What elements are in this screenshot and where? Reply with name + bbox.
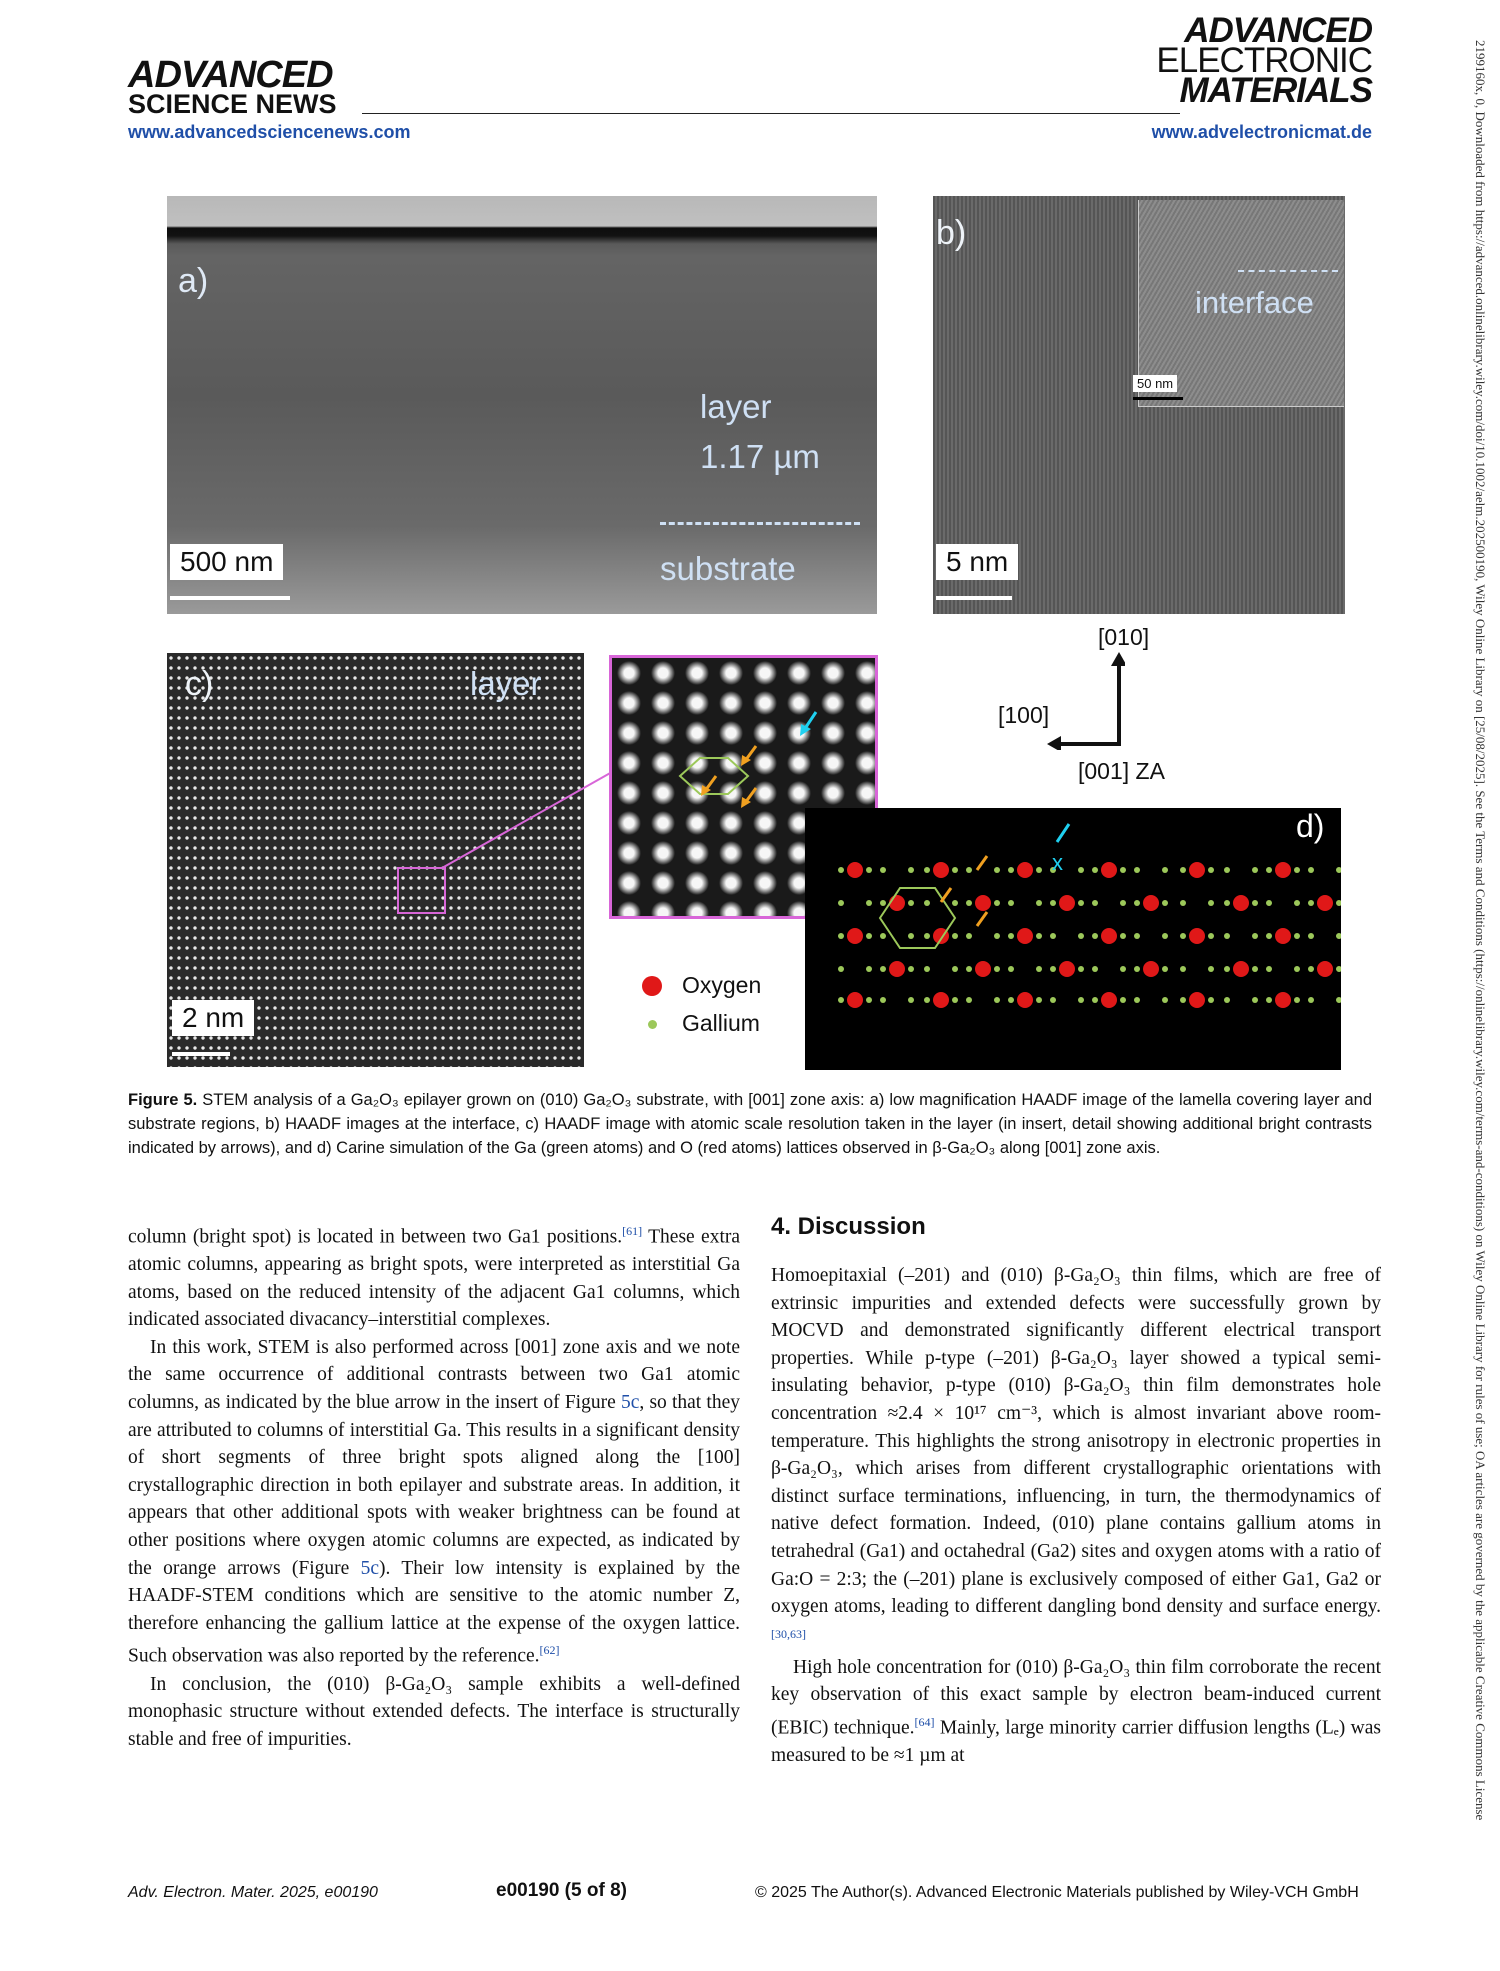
right-paragraph-1 xyxy=(771,1262,1381,1654)
footer-journal-citation: Adv. Electron. Mater. 2025, e00190 xyxy=(128,1884,378,1901)
gallium-atom xyxy=(966,966,972,972)
gallium-atom xyxy=(1252,966,1258,972)
gallium-atom xyxy=(924,997,930,1003)
gallium-atom xyxy=(924,867,930,873)
gallium-atom xyxy=(1162,867,1168,873)
gallium-atom xyxy=(1336,900,1341,906)
figure-caption-text: STEM analysis of a Ga₂O₃ epilayer grown on (010) Ga₂O₃ substrate, with [001] zone axis: a) low magnification HAADF image of the lamella covering layer and substrate regions, b) HAADF images at the interface, c) HAADF image with atomic scale resolution taken in the layer (in insert, detail showing additional bright contrasts indicated by arrows), and d) Carine simulation of the Ga (green atoms) and O (red atoms) lattices observed in β-Ga₂O₃ along [001] zone axis. xyxy=(128,1091,1373,1157)
gallium-atom xyxy=(994,933,1000,939)
gallium-atom xyxy=(1008,997,1014,1003)
gallium-atom xyxy=(1266,867,1272,873)
panel-a-thickness-text: 1.17 µm xyxy=(700,438,820,475)
gallium-atom xyxy=(994,900,1000,906)
panel-b-interface-text: interface xyxy=(1195,285,1314,320)
panel-b-interface-dashes xyxy=(1238,270,1338,272)
gallium-atom xyxy=(866,997,872,1003)
panel-c-label: c) xyxy=(185,665,214,703)
gallium-atom xyxy=(994,966,1000,972)
hexagon-outline xyxy=(680,758,748,794)
oxygen-atom xyxy=(1101,928,1117,944)
gallium-atom xyxy=(1224,997,1230,1003)
journal-url-link[interactable]: www.advelectronicmat.de xyxy=(1151,122,1372,142)
citation-62-link[interactable]: [62] xyxy=(539,1643,560,1658)
oxygen-legend-dot xyxy=(642,976,662,996)
journal-logo-line3: MATERIALS xyxy=(1179,71,1372,110)
gallium-atom xyxy=(1120,966,1126,972)
oxygen-atom xyxy=(975,961,991,977)
gallium-atom xyxy=(1208,900,1214,906)
gallium-atom xyxy=(1266,997,1272,1003)
section-heading: 4. Discussion xyxy=(771,1213,926,1240)
gallium-atom xyxy=(1252,867,1258,873)
gallium-atom xyxy=(1162,900,1168,906)
panel-c-zoom-region xyxy=(397,867,446,914)
panel-a-scale-bar xyxy=(170,596,290,600)
oxygen-atom xyxy=(889,961,905,977)
crystal-axes-icon xyxy=(1045,650,1125,750)
panel-a-label: a) xyxy=(178,262,209,300)
gallium-atom xyxy=(1224,966,1230,972)
footer-copyright: © 2025 The Author(s). Advanced Electronic Materials published by Wiley-VCH GmbH xyxy=(755,1884,1359,1901)
blue-arrow-icon xyxy=(1057,824,1069,842)
gallium-atom xyxy=(1224,933,1230,939)
gallium-atom xyxy=(1120,867,1126,873)
gallium-atom xyxy=(1092,997,1098,1003)
gallium-atom xyxy=(1336,966,1341,972)
oxygen-atom xyxy=(1317,961,1333,977)
gallium-atom xyxy=(1036,997,1042,1003)
gallium-atom xyxy=(1092,900,1098,906)
orange-arrow-icon xyxy=(741,788,756,808)
gallium-atom xyxy=(908,867,914,873)
gallium-atom xyxy=(1078,997,1084,1003)
gallium-atom xyxy=(880,933,886,939)
gallium-atom xyxy=(880,997,886,1003)
gallium-atom xyxy=(1120,933,1126,939)
gallium-atom xyxy=(1308,867,1314,873)
gallium-atom xyxy=(1308,900,1314,906)
gallium-atom xyxy=(838,933,844,939)
right-paragraph-1-text: Homoepitaxial (–201) and (010) β-Ga₂O₃ thin films, which are free of extrinsic impurities and extended defects were successfully grown by MOCVD and demonstrated significantly different electrical transport properties. While p-type (–201) β-Ga₂O₃ layer showed a typical semi-insulating behavior, p-type (010) β-Ga₂O₃ thin film demonstrates hole concentration ≈2.4 × 10¹⁷ cm⁻³, which is almost invariant above room-temperature. This highlights the strong anisotropy in electronic properties in β-Ga₂O₃, which arises from different crystallographic orientations with distinct surface terminations, influencing, in turn, the thermodynamics of native defect formation. Indeed, (010) plane contains gallium atoms in tetrahedral (Ga1) and octahedral (Ga2) sites and oxygen atoms with a ratio of Ga:O = 2:3; the (–201) plane is exclusively composed of either Ga1, Ga2 or oxygen atoms, leading to different dangling bond density and surface energy. xyxy=(771,1265,1381,1618)
oxygen-atom xyxy=(847,928,863,944)
gallium-atom xyxy=(1008,966,1014,972)
gallium-atom xyxy=(1036,867,1042,873)
gallium-atom xyxy=(1134,900,1140,906)
gallium-atom xyxy=(880,966,886,972)
gallium-atom xyxy=(1036,900,1042,906)
oxygen-atom xyxy=(933,862,949,878)
gallium-atom xyxy=(908,997,914,1003)
left-paragraph-1 xyxy=(128,1218,740,1334)
gallium-atom xyxy=(1134,966,1140,972)
gallium-atom xyxy=(1336,867,1341,873)
gallium-atom xyxy=(1092,966,1098,972)
panel-b-inset-scale-label: 50 nm xyxy=(1133,375,1177,392)
panel-d-label: d) xyxy=(1296,808,1325,844)
gallium-atom xyxy=(1078,867,1084,873)
oxygen-atom xyxy=(1017,928,1033,944)
panel-b-scale-bar xyxy=(936,596,1012,600)
axis-label-zone-axis: [001] ZA xyxy=(1078,758,1165,784)
right-paragraph-2-text: High hole concentration for (010) β-Ga₂O₃ thin film corroborate the recent key observation of this exact sample by electron beam-induced current (EBIC) technique. xyxy=(771,1656,1381,1739)
journal-logo xyxy=(1156,11,1372,110)
orange-arrow-icon xyxy=(977,912,987,926)
gallium-atom xyxy=(1134,933,1140,939)
gallium-atom xyxy=(1252,900,1258,906)
footer-page-number: e00190 (5 of 8) xyxy=(496,1880,627,1901)
oxygen-atom xyxy=(1101,992,1117,1008)
journal-logo-line2: ELECTRONIC xyxy=(1156,41,1372,80)
oxygen-atom xyxy=(1275,992,1291,1008)
oxygen-atom xyxy=(1059,895,1075,911)
gallium-atom xyxy=(924,966,930,972)
gallium-atom xyxy=(908,966,914,972)
gallium-atom xyxy=(908,900,914,906)
gallium-atom xyxy=(1078,966,1084,972)
left-paragraph-2-text: In this work, STEM is also performed across [001] zone axis and we note the same occurrence of additional contrasts between two Ga1 atomic columns, as indicated by the blue arrow in the insert of Figure xyxy=(128,1336,740,1414)
gallium-atom xyxy=(1180,966,1186,972)
oxygen-atom xyxy=(1275,928,1291,944)
gallium-atom xyxy=(866,933,872,939)
gallium-atom xyxy=(1294,867,1300,873)
gallium-atom xyxy=(1208,933,1214,939)
gallium-atom xyxy=(866,966,872,972)
gallium-atom xyxy=(952,933,958,939)
oxygen-atom xyxy=(1017,862,1033,878)
gallium-atom xyxy=(838,867,844,873)
figure-5c-link[interactable]: 5c xyxy=(620,1392,640,1414)
panel-d-lattice xyxy=(805,808,1341,1070)
gallium-atom xyxy=(1162,933,1168,939)
gallium-atom xyxy=(1162,997,1168,1003)
orange-arrow-icon xyxy=(741,746,756,766)
gallium-atom xyxy=(1050,933,1056,939)
publisher-logo-line2: SCIENCE NEWS xyxy=(128,89,337,119)
oxygen-atom xyxy=(1143,895,1159,911)
gallium-atom xyxy=(880,900,886,906)
gallium-atom xyxy=(1008,933,1014,939)
left-paragraph-1-text: column (bright spot) is located in between two Ga1 positions. xyxy=(128,1226,623,1248)
gallium-atom xyxy=(952,997,958,1003)
left-paragraph-2-text-end: ). Their low intensity is explained by the HAADF-STEM conditions which are sensitive to the atomic number Z, therefore enhancing the gallium lattice at the expense of the oxygen lattice. Such observation was also reported by the reference. xyxy=(128,1557,740,1667)
gallium-atom xyxy=(1134,867,1140,873)
gallium-atom xyxy=(1092,933,1098,939)
gallium-atom xyxy=(1162,966,1168,972)
gallium-atom xyxy=(1294,966,1300,972)
gallium-legend-label: Gallium xyxy=(682,1010,760,1036)
gallium-atom xyxy=(1008,867,1014,873)
interstitial-marker: x xyxy=(1052,850,1063,875)
gallium-atom xyxy=(994,867,1000,873)
gallium-atom xyxy=(1050,900,1056,906)
gallium-atom xyxy=(1336,933,1341,939)
right-paragraph-2 xyxy=(771,1654,1381,1770)
oxygen-atom xyxy=(1189,992,1205,1008)
citation-61-link[interactable]: [61] xyxy=(622,1224,643,1238)
right-paragraph-2-text-cont: Mainly, large minority carrier diffusion lengths (Lₑ) was measured to be ≈1 µm at xyxy=(771,1717,1381,1767)
left-paragraph-3: In conclusion, the (010) β-Ga₂O₃ sample exhibits a well-defined monophasic structure without extended defects. The interface is structurally stable and free of impurities. xyxy=(128,1673,740,1750)
gallium-atom xyxy=(838,997,844,1003)
gallium-atom xyxy=(866,900,872,906)
oxygen-atom xyxy=(933,992,949,1008)
right-text-column xyxy=(771,1262,1381,1770)
gallium-atom xyxy=(966,933,972,939)
orange-arrow-icon xyxy=(941,888,951,902)
oxygen-atom xyxy=(1189,862,1205,878)
gallium-atom xyxy=(1078,933,1084,939)
oxygen-atom xyxy=(1101,862,1117,878)
gallium-atom xyxy=(966,900,972,906)
oxygen-legend-label: Oxygen xyxy=(682,972,762,998)
header-rule xyxy=(362,113,1180,114)
gallium-atom xyxy=(866,867,872,873)
gallium-atom xyxy=(1208,867,1214,873)
citation-30-63-link[interactable]: [30,63] xyxy=(771,1626,806,1641)
gallium-atom xyxy=(952,966,958,972)
gallium-atom xyxy=(1120,997,1126,1003)
blue-arrow-icon xyxy=(800,712,816,736)
gallium-atom xyxy=(1078,900,1084,906)
gallium-atom xyxy=(924,933,930,939)
panel-b-inset-scale-bar xyxy=(1133,397,1183,400)
gallium-atom xyxy=(1266,933,1272,939)
gallium-atom xyxy=(1308,997,1314,1003)
gallium-atom xyxy=(1092,867,1098,873)
oxygen-atom xyxy=(975,895,991,911)
gallium-atom xyxy=(1050,966,1056,972)
axis-label-100: [100] xyxy=(998,702,1050,728)
gallium-atom xyxy=(1134,997,1140,1003)
gallium-atom xyxy=(1180,933,1186,939)
oxygen-atom xyxy=(1143,961,1159,977)
zoom-connector-line xyxy=(440,770,615,870)
gallium-atom xyxy=(1208,966,1214,972)
gallium-atom xyxy=(1266,966,1272,972)
gallium-atom xyxy=(1180,867,1186,873)
gallium-atom xyxy=(1036,933,1042,939)
gallium-atom xyxy=(1252,997,1258,1003)
gallium-atom xyxy=(966,997,972,1003)
oxygen-atom xyxy=(1233,961,1249,977)
oxygen-atom xyxy=(1017,992,1033,1008)
gallium-atom xyxy=(1224,900,1230,906)
gallium-atom xyxy=(1008,900,1014,906)
gallium-atom xyxy=(952,900,958,906)
gallium-atom xyxy=(1180,997,1186,1003)
gallium-legend-dot xyxy=(648,1020,657,1029)
oxygen-atom xyxy=(1275,862,1291,878)
left-paragraph-2 xyxy=(128,1334,740,1671)
gallium-atom xyxy=(1336,997,1341,1003)
panel-b-label: b) xyxy=(936,214,967,252)
gallium-atom xyxy=(1294,933,1300,939)
gallium-atom xyxy=(880,867,886,873)
oxygen-atom xyxy=(1189,928,1205,944)
oxygen-atom xyxy=(1317,895,1333,911)
gallium-atom xyxy=(924,900,930,906)
panel-a-substrate-text: substrate xyxy=(660,550,796,587)
publisher-logo-line1: ADVANCED xyxy=(128,54,333,96)
gallium-atom xyxy=(952,867,958,873)
publisher-url-link[interactable]: www.advancedsciencenews.com xyxy=(128,122,411,142)
axis-label-010: [010] xyxy=(1098,624,1150,650)
panel-b-scale-label: 5 nm xyxy=(936,544,1018,580)
oxygen-atom xyxy=(847,992,863,1008)
gallium-atom xyxy=(1208,997,1214,1003)
gallium-atom xyxy=(1050,997,1056,1003)
panel-c-scale-bar xyxy=(172,1052,230,1056)
gallium-atom xyxy=(966,867,972,873)
orange-arrow-icon xyxy=(977,856,987,870)
gallium-atom xyxy=(1224,867,1230,873)
journal-logo-line1: ADVANCED xyxy=(1184,11,1372,50)
gallium-atom xyxy=(838,900,844,906)
oxygen-atom xyxy=(847,862,863,878)
left-paragraph-2-text-cont: , so that they are attributed to columns of interstitial Ga. This results in a significant density of short segments of three bright spots aligned along the [100] crystallographic direction in both epilayer and substrate areas. In addition, it appears that other additional spots with weaker brightness can be found at other positions where oxygen atomic columns are expected, as indicated by the orange arrows (Figure xyxy=(128,1392,740,1579)
figure-5c-link[interactable]: 5c xyxy=(360,1557,380,1579)
figure-caption-label: Figure 5. xyxy=(128,1091,198,1109)
gallium-atom xyxy=(1308,966,1314,972)
oxygen-atom xyxy=(1233,895,1249,911)
panel-a-layer-text: layer xyxy=(700,388,772,425)
citation-64-link[interactable]: [64] xyxy=(914,1715,935,1729)
panel-c-layer-text: layer xyxy=(470,665,542,702)
gallium-atom xyxy=(1294,997,1300,1003)
panel-a-scale-label: 500 nm xyxy=(170,544,283,580)
gallium-atom xyxy=(1180,900,1186,906)
figure-caption xyxy=(128,1088,1372,1160)
panel-a-interface-dashes xyxy=(660,522,860,525)
gallium-atom xyxy=(838,966,844,972)
gallium-atom xyxy=(994,997,1000,1003)
gallium-atom xyxy=(1036,966,1042,972)
gallium-atom xyxy=(1266,900,1272,906)
oxygen-atom xyxy=(889,895,905,911)
left-paragraph-1-text-cont: These extra atomic columns, appearing as bright spots, were interpreted as interstitial Ga atoms, based on the reduced intensity of the adjacent Ga1 columns, which indicated associated divacancy–interstitial complexes. xyxy=(128,1226,741,1331)
panel-c-scale-label: 2 nm xyxy=(172,1000,254,1036)
gallium-atom xyxy=(1120,900,1126,906)
gallium-atom xyxy=(908,933,914,939)
gallium-atom xyxy=(1308,933,1314,939)
oxygen-atom xyxy=(1059,961,1075,977)
left-text-column xyxy=(128,1218,740,1753)
gallium-atom xyxy=(1294,900,1300,906)
gallium-atom xyxy=(1252,933,1258,939)
download-notice: 2199160x, 0, Downloaded from https://advanced.onlinelibrary.wiley.com/doi/10.1002/aelm.202500190, Wiley Online Library on [25/08/2025]. See the Terms and Conditions (https://onlinelibrary.wiley.com/terms-and-conditions) on Wiley Online Library for rules of use; OA articles are governed by the applicable Creative Commons License xyxy=(1473,40,1488,1821)
